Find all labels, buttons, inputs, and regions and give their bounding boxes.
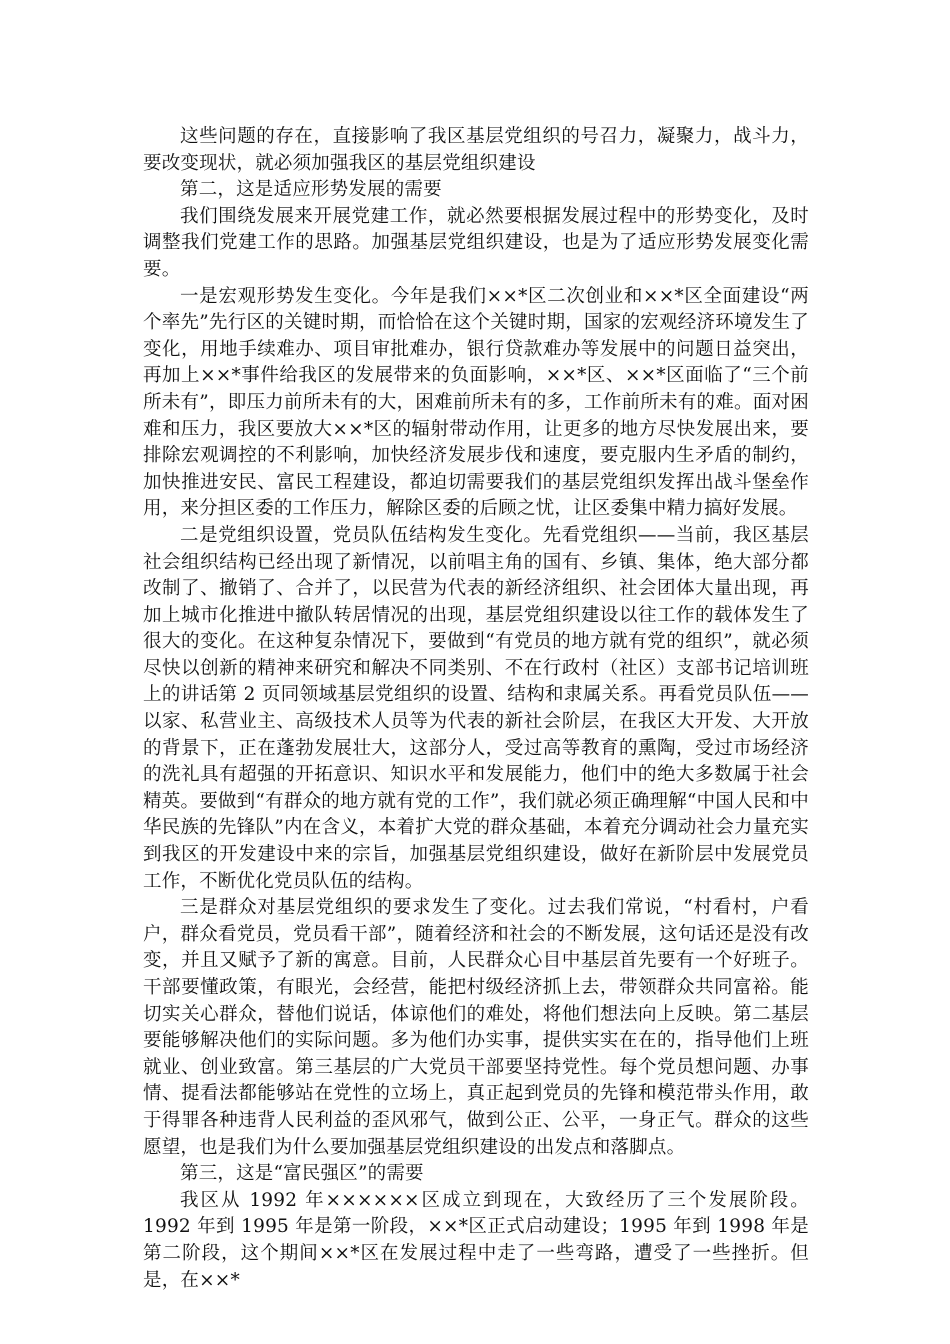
paragraph: 一是宏观形势发生变化。今年是我们××*区二次创业和××*区全面建设“两个率先”先行区的关键时期，而恰恰在这个关键时期，国家的宏观经济环境发生了变化，用地手续难办、项目审批难办，银行贷款难办等发展中的问题日益突出，再加上××*事件给我区的发展带来的负面影响，××*区、××*区面临了“三个前所未有”，即压力前所未有的大，困难前所未有的多，工作前所未有的难。面对困难和压力，我区要放大××*区的辐射带动作用，让更多的地方尽快发展出来，要排除宏观调控的不利影响，加快经济发展步伐和速度，要克服内生矛盾的制约，加快推进安民、富民工程建设，都迫切需要我们的基层党组织发挥出战斗堡垒作用，来分担区委的工作压力，解除区委的后顾之忧，让区委集中精力搞好发展。 bbox=[143, 285, 809, 520]
paragraph: 三是群众对基层党组织的要求发生了变化。过去我们常说，“村看村，户看户，群众看党员，党员看干部”，随着经济和社会的不断发展，这句话还是没有改变，并且又赋予了新的寓意。目前，人民群众心目中基层首先要有一个好班子。干部要懂政策，有眼光，会经营，能把村级经济抓上去，带领群众共同富裕。能切实关心群众，替他们说话，体谅他们的难处，将他们想法向上反映。第二基层要能够解决他们的实际问题。多为他们办实事，提供实实在在的，指导他们上班就业、创业致富。第三基层的广大党员干部要坚持党性。每个党员想问题、办事情、提看法都能够站在党性的立场上，真正起到党员的先锋和模范带头作用，敢于得罪各种违背人民利益的歪风邪气，做到公正、公平，一身正气。群众的这些愿望，也是我们为什么要加强基层党组织建设的出发点和落脚点。 bbox=[143, 897, 809, 1158]
paragraph: 我区从 1992 年××××××区成立到现在，大致经历了三个发展阶段。1992 年到 1995 年是第一阶段，××*区正式启动建设；1995 年到 1998 年是第二阶段，这个期间××*区在发展过程中走了一些弯路，遭受了一些挫折。但是，在××* bbox=[143, 1189, 809, 1291]
document-body bbox=[143, 124, 809, 1294]
paragraph: 我们围绕发展来开展党建工作，就必然要根据发展过程中的形势变化，及时调整我们党建工作的思路。加强基层党组织建设，也是为了适应形势发展变化需要。 bbox=[143, 205, 809, 280]
section-heading: 第三，这是“富民强区”的需要 bbox=[180, 1163, 424, 1185]
paragraph: 二是党组织设置，党员队伍结构发生变化。先看党组织——当前，我区基层社会组织结构已经出现了新情况，以前唱主角的国有、乡镇、集体，绝大部分都改制了、撤销了、合并了，以民营为代表的新经济组织、社会团体大量出现，再加上城市化推进中撤队转居情况的出现，基层党组织建设以往工作的载体发生了很大的变化。在这种复杂情况下，要做到“有党员的地方就有党的组织”，就必须尽快以创新的精神来研究和解决不同类别、不在行政村（社区）支部书记培训班上的讲话第 2 页同领域基层党组织的设置、结构和隶属关系。再看党员队伍——以家、私营业主、高级技术人员等为代表的新社会阶层，在我区大开发、大开放的背景下，正在蓬勃发展壮大，这部分人，受过高等教育的熏陶，受过市场经济的洗礼具有超强的开拓意识、知识水平和发展能力，他们中的绝大多数属于社会精英。要做到“有群众的地方就有党的工作”，我们就必须正确理解“中国人民和中华民族的先锋队”内在含义，本着扩大党的群众基础，本着充分调动社会力量充实到我区的开发建设中来的宗旨，加强基层党组织建设，做好在新阶层中发展党员工作，不断优化党员队伍的结构。 bbox=[143, 524, 809, 892]
paragraph: 这些问题的存在，直接影响了我区基层党组织的号召力，凝聚力，战斗力，要改变现状，就必须加强我区的基层党组织建设 bbox=[143, 126, 809, 174]
section-heading: 第二，这是适应形势发展的需要 bbox=[180, 179, 442, 201]
